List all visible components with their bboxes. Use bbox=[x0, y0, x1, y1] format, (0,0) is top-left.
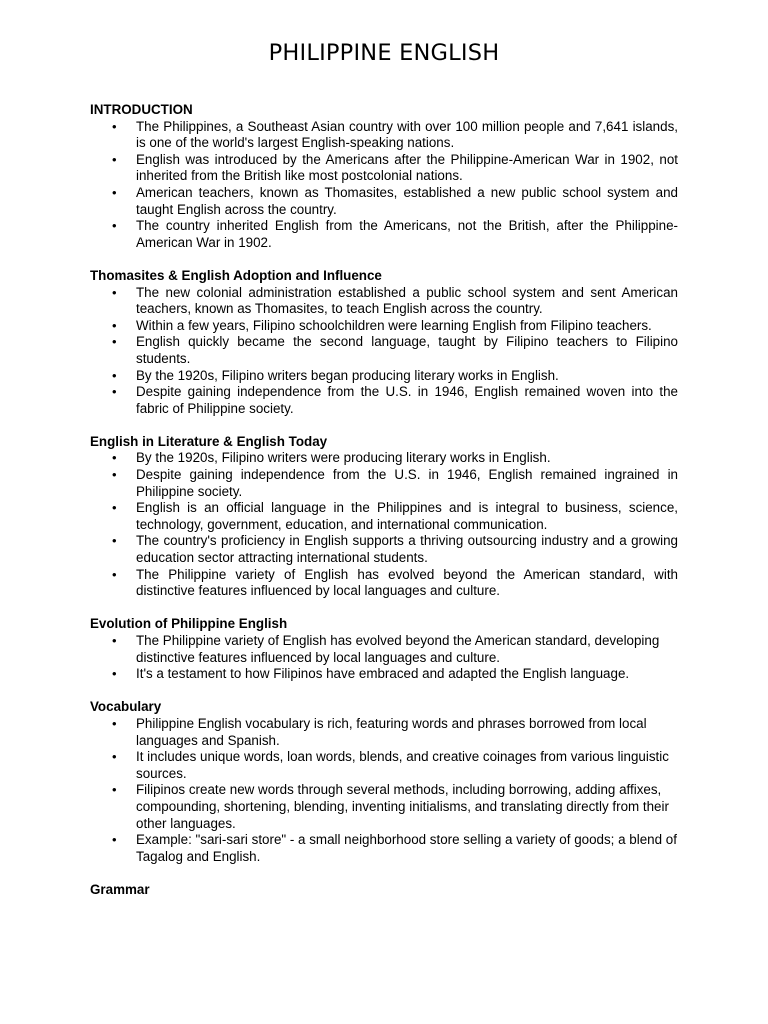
list-item bbox=[90, 152, 678, 185]
bullet-icon: • bbox=[112, 317, 117, 333]
list-item bbox=[90, 318, 678, 335]
section-heading: INTRODUCTION bbox=[90, 102, 193, 117]
list-item-text: It's a testament to how Filipinos have embraced and adapted the English language. bbox=[136, 666, 630, 682]
bullet-list bbox=[90, 119, 678, 252]
bullet-icon: • bbox=[112, 782, 117, 798]
section-literature-today bbox=[90, 434, 678, 600]
list-item bbox=[90, 666, 678, 683]
bullet-list bbox=[90, 633, 678, 683]
list-item-text: Despite gaining independence from the U.S. in 1946, English remained woven into the fabric of Philippine society. bbox=[136, 384, 678, 416]
list-item-text: The Philippine variety of English has evolved beyond the American standard, with distinctive features influenced by local languages and culture. bbox=[136, 566, 678, 599]
list-item-text: By the 1920s, Filipino writers were producing literary works in English. bbox=[136, 450, 551, 466]
document-body bbox=[90, 102, 678, 915]
bullet-icon: • bbox=[112, 832, 117, 848]
bullet-icon: • bbox=[112, 184, 117, 200]
list-item-text: By the 1920s, Filipino writers began producing literary works in English. bbox=[136, 367, 559, 383]
bullet-icon: • bbox=[112, 367, 117, 383]
list-item-text: The country's proficiency in English supports a thriving outsourcing industry and a growing education sector attracting international students. bbox=[136, 533, 678, 566]
bullet-icon: • bbox=[112, 749, 117, 765]
list-item-text: Philippine English vocabulary is rich, featuring words and phrases borrowed from local languages and Spanish. bbox=[136, 715, 647, 748]
bullet-icon: • bbox=[112, 218, 117, 234]
list-item bbox=[90, 368, 678, 385]
bullet-icon: • bbox=[112, 666, 117, 682]
section-heading: Vocabulary bbox=[90, 699, 162, 715]
section-introduction bbox=[90, 102, 678, 251]
list-item bbox=[90, 567, 678, 600]
list-item-text: American teachers, known as Thomasites, established a new public school system and taught English across the country. bbox=[136, 184, 678, 217]
document-title: PHILIPPINE ENGLISH bbox=[268, 40, 500, 66]
list-item-text: The Philippines, a Southeast Asian country with over 100 million people and 7,641 islands, is one of the world's largest English-speaking nations. bbox=[136, 118, 678, 151]
bullet-icon: • bbox=[112, 118, 117, 134]
section-heading: Grammar bbox=[90, 881, 150, 897]
bullet-list bbox=[90, 285, 678, 418]
list-item-text: It includes unique words, loan words, blends, and creative coinages from various linguistic sources. bbox=[136, 749, 669, 781]
list-item-text: The new colonial administration established a public school system and sent American teachers, known as Thomasites, to teach English across the country. bbox=[136, 284, 678, 317]
section-grammar bbox=[90, 882, 678, 899]
list-item bbox=[90, 716, 678, 749]
bullet-icon: • bbox=[112, 633, 117, 648]
section-heading: Thomasites & English Adoption and Influence bbox=[90, 267, 382, 283]
list-item-text: Example: "sari-sari store" - a small neighborhood store selling a variety of goods; a blend of Tagalog and English. bbox=[136, 832, 677, 864]
bullet-icon: • bbox=[112, 467, 117, 483]
section-thomasites bbox=[90, 268, 678, 417]
bullet-icon: • bbox=[112, 450, 117, 466]
bullet-icon: • bbox=[112, 500, 117, 516]
list-item bbox=[90, 533, 678, 566]
section-heading: Evolution of Philippine English bbox=[90, 616, 288, 632]
list-item-text: Filipinos create new words through several methods, including borrowing, adding affixes, compounding, shortening, blending, inventing initialisms, and translating directly from their other languages. bbox=[136, 782, 669, 831]
bullet-icon: • bbox=[112, 284, 117, 300]
list-item bbox=[90, 384, 678, 417]
bullet-icon: • bbox=[112, 334, 117, 350]
bullet-icon: • bbox=[112, 533, 117, 549]
bullet-list bbox=[90, 716, 678, 865]
list-item bbox=[90, 218, 678, 251]
list-item-text: English was introduced by the Americans after the Philippine-American War in 1902, not inherited from the British like most postcolonial nations. bbox=[136, 151, 678, 184]
bullet-icon: • bbox=[112, 566, 117, 582]
list-item bbox=[90, 633, 678, 666]
list-item bbox=[90, 500, 678, 533]
bullet-icon: • bbox=[112, 151, 117, 167]
list-item bbox=[90, 185, 678, 218]
list-item bbox=[90, 467, 678, 500]
bullet-list bbox=[90, 450, 678, 599]
list-item bbox=[90, 119, 678, 152]
list-item-text: The Philippine variety of English has evolved beyond the American standard, developing distinctive features influenced by local languages and culture. bbox=[136, 633, 660, 665]
list-item-text: English is an official language in the Philippines and is integral to business, science, technology, government, education, and international communication. bbox=[136, 500, 678, 532]
list-item bbox=[90, 334, 678, 367]
list-item bbox=[90, 832, 678, 865]
list-item-text: The country inherited English from the Americans, not the British, after the Philippine-American War in 1902. bbox=[136, 218, 678, 250]
list-item bbox=[90, 782, 678, 832]
list-item-text: Despite gaining independence from the U.S. in 1946, English remained ingrained in Philippine society. bbox=[136, 467, 678, 499]
bullet-icon: • bbox=[112, 715, 117, 731]
list-item bbox=[90, 749, 678, 782]
section-vocabulary bbox=[90, 699, 678, 865]
section-heading: English in Literature & English Today bbox=[90, 433, 328, 449]
list-item bbox=[90, 450, 678, 467]
section-evolution bbox=[90, 616, 678, 682]
bullet-icon: • bbox=[112, 384, 117, 400]
list-item-text: Within a few years, Filipino schoolchildren were learning English from Filipino teachers. bbox=[136, 317, 652, 333]
list-item bbox=[90, 285, 678, 318]
list-item-text: English quickly became the second language, taught by Filipino teachers to Filipino students. bbox=[136, 334, 678, 366]
